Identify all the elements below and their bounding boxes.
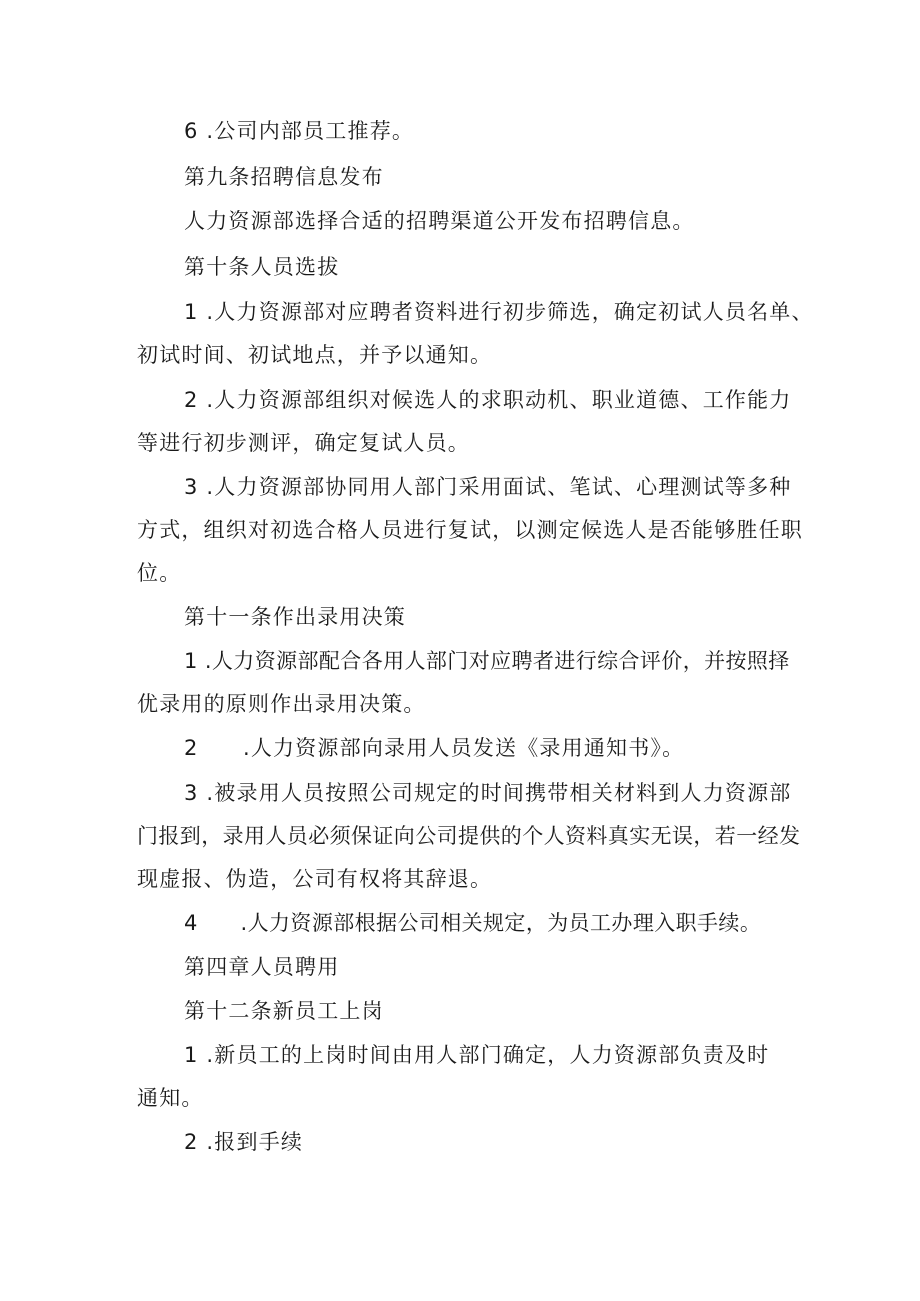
article-12-heading: 第十二条新员工上岗 bbox=[184, 999, 384, 1023]
article-10-item-2-line-1: 2 .人力资源部组织对候选人的求职动机、职业道德、工作能力 bbox=[184, 388, 792, 412]
article-12-item-2: 2 .报到手续 bbox=[184, 1130, 304, 1154]
article-11-item-3-line-3: 现虚报、伪造，公司有权将其辞退。 bbox=[137, 867, 493, 891]
article-10-item-3-line-3: 位。 bbox=[137, 561, 182, 585]
article-10-item-3-line-1: 3 .人力资源部协同用人部门采用面试、笔试、心理测试等多种 bbox=[184, 475, 792, 499]
article-10-item-2-line-2: 等进行初步测评，确定复试人员。 bbox=[137, 431, 470, 455]
article-11-heading: 第十一条作出录用决策 bbox=[184, 605, 406, 629]
article-10-item-3-line-2: 方式，组织对初选合格人员进行复试，以测定候选人是否能够胜任职 bbox=[137, 518, 803, 542]
article-11-item-4: 4 .人力资源部根据公司相关规定，为员工办理入职手续。 bbox=[184, 911, 762, 935]
list-item-6-employee-referral: 6 .公司内部员工推荐。 bbox=[184, 119, 415, 143]
chapter-4-heading: 第四章人员聘用 bbox=[184, 955, 340, 979]
article-9-body: 人力资源部选择合适的招聘渠道公开发布招聘信息。 bbox=[184, 209, 695, 233]
article-11-item-3-line-2: 门报到，录用人员必须保证向公司提供的个人资料真实无误，若一经发 bbox=[137, 824, 801, 848]
article-11-item-1-line-1: 1 .人力资源部配合各用人部门对应聘者进行综合评价，并按照择 bbox=[184, 649, 790, 673]
article-11-item-1-line-2: 优录用的原则作出录用决策。 bbox=[137, 692, 426, 716]
article-11-item-2: 2 .人力资源部向录用人员发送《录用通知书》。 bbox=[184, 736, 685, 760]
article-10-item-1-line-2: 初试时间、初试地点，并予以通知。 bbox=[137, 343, 493, 367]
article-12-item-1-line-2: 通知。 bbox=[137, 1086, 204, 1110]
article-9-heading: 第九条招聘信息发布 bbox=[184, 165, 384, 189]
article-11-item-3-line-1: 3 .被录用人员按照公司规定的时间携带相关材料到人力资源部 bbox=[184, 781, 792, 805]
article-10-item-1-line-1: 1 .人力资源部对应聘者资料进行初步筛选，确定初试人员名单、 bbox=[184, 300, 814, 324]
article-10-heading: 第十条人员选拔 bbox=[184, 255, 340, 279]
article-12-item-1-line-1: 1 .新员工的上岗时间由用人部门确定，人力资源部负责及时 bbox=[184, 1043, 770, 1067]
